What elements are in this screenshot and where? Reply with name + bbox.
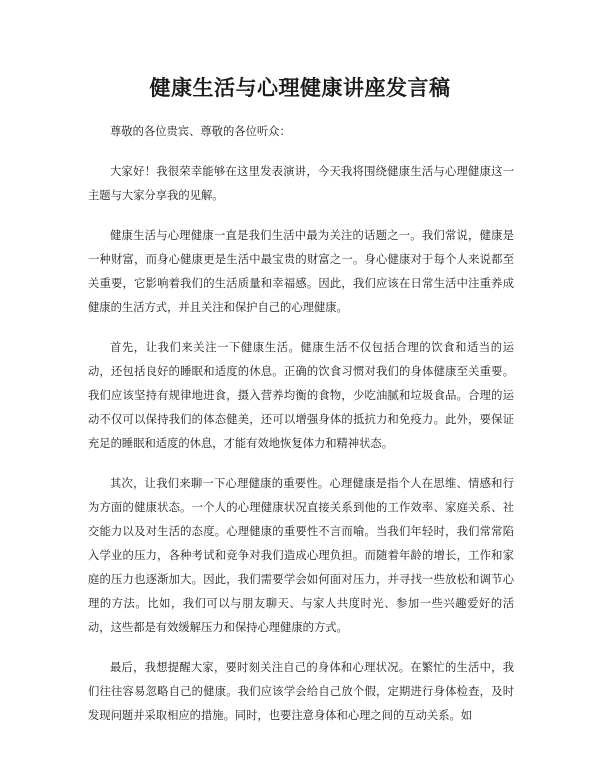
mental-health-paragraph: 其次，让我们来聊一下心理健康的重要性。心理健康是指个人在思维、情感和行为方面的健康状态。一个人的心理健康状况直接关系到他的工作效率、家庭关系、社交能力以及对生活的态度。心理健康的重要性不言而喻。当我们年轻时，我们常常陷入学业的压力，各种考试和竞争对我们造成心理负担。而随着年龄的增长，工作和家庭的压力也逐渐加大。因此，我们需要学会如何面对压力，并寻找一些放松和调节心理的方法。比如，我们可以与朋友聊天、与家人共度时光、参加一些兴趣爱好的活动，这些都是有效缓解压力和保持心理健康的方式。: [88, 477, 514, 634]
intro-paragraph: 健康生活与心理健康一直是我们生活中最为关注的话题之一。我们常说，健康是一种财富，而身心健康更是生活中最宝贵的财富之一。身心健康对于每个人来说都至关重要，它影响着我们的生活质量和幸福感。因此，我们应该在日常生活中注重养成健康的生活方式，并且关注和保护自己的心理健康。: [88, 229, 514, 314]
document-body: [88, 120, 514, 744]
salutation-paragraph: 尊敬的各位贵宾、尊敬的各位听众：: [110, 125, 291, 138]
closing-paragraph: 最后，我想提醒大家，要时刻关注自己的身体和心理状况。在繁忙的生活中，我们往往容易忽略自己的健康。我们应该学会给自己放个假，定期进行身体检查，及时发现问题并采取相应的措施。同时，也要注意身体和心理之间的互动关系。如: [88, 661, 514, 722]
healthy-living-paragraph: 首先，让我们来关注一下健康生活。健康生活不仅包括合理的饮食和适当的运动，还包括良好的睡眠和适度的休息。正确的饮食习惯对我们的身体健康至关重要。我们应该坚持有规律地进食，摄入营养均衡的食物，少吃油腻和垃圾食品。合理的运动不仅可以保持我们的体态健美，还可以增强身体的抵抗力和免疫力。此外，要保证充足的睡眠和适度的休息，才能有效地恢复体力和精神状态。: [88, 341, 514, 450]
greeting-paragraph: 大家好！我很荣幸能够在这里发表演讲，今天我将围绕健康生活与心理健康这一主题与大家分享我的见解。: [88, 165, 514, 202]
document-title: 健康生活与心理健康讲座发言稿: [149, 76, 451, 100]
